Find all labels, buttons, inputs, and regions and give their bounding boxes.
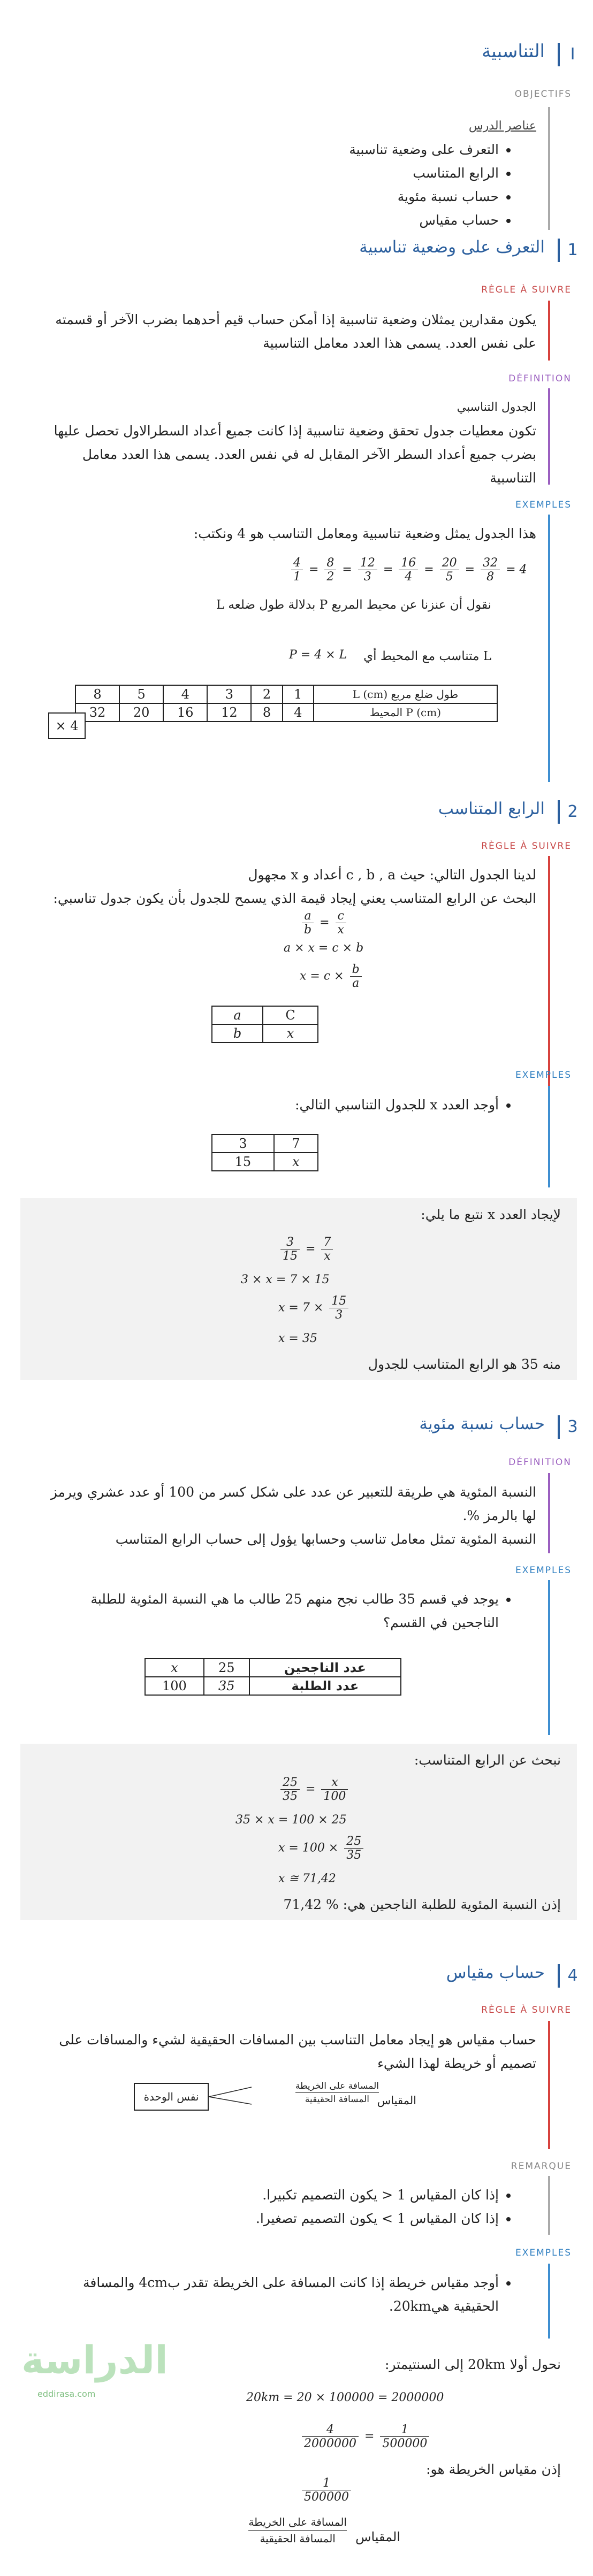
s4-scale-label: المقياس — [377, 2094, 416, 2107]
s2-eq-solve: x = c × $\frac{b}{a}$ — [300, 963, 364, 990]
s3-ex-tag: EXEMPLES — [515, 1565, 572, 1576]
s3-sol-eq1: $\frac{25}{35}$ = $\frac{x}{100}$ — [278, 1776, 350, 1803]
s4-ex-block — [36, 2264, 550, 2339]
section-2-title: الرابع المتناسب — [438, 799, 545, 818]
s4-sol1: نحول أولا 20km إلى السنتيمتر: — [384, 2357, 561, 2372]
objectives-subhead: عناصر الدرس — [468, 119, 536, 133]
objectives-list — [42, 138, 536, 232]
objective-item: • حساب نسبة مئوية — [42, 185, 499, 209]
section-3-bar — [558, 1415, 560, 1439]
s3-def-tag: DÉFINITION — [508, 1457, 572, 1468]
s2-ex-item: • أوجد العدد x للجدول التناسبي التالي: — [42, 1093, 499, 1117]
chapter-number: I — [570, 45, 575, 64]
chapter-title: التناسبية — [482, 41, 545, 62]
s3-sol-end: إذن النسبة المئوية للطلبة الناجحين هي: % 71,42 — [283, 1897, 561, 1912]
s4-rem-tag: REMARQUE — [511, 2161, 572, 2172]
s1-rule-block: يكون مقدارين يمثلان وضعية تناسبية إذا أمكن حساب قيم أحدهما بضرب الآخر أو قسمته على نفس العدد. يسمى هذا العدد معامل التناسبية — [36, 301, 550, 361]
s2-rule-tag: RÈGLE À SUIVRE — [481, 841, 572, 852]
s2-eq-cross: a × x = c × b — [284, 941, 364, 955]
s3-def-block — [36, 1473, 550, 1553]
s2-ex-tag: EXEMPLES — [515, 1070, 572, 1080]
section-3-title: حساب نسبة مئوية — [419, 1414, 545, 1433]
s1-perimeter-eq: P = 4 × L — [289, 648, 347, 662]
section-1-number: 1 — [567, 241, 578, 259]
site-watermark-url: eddirasa.com — [37, 2389, 96, 2399]
section-4-number: 4 — [567, 1966, 578, 1985]
s4-rule-tag: RÈGLE À SUIVRE — [481, 2005, 572, 2015]
s2-abstract-table: a C b x — [211, 1006, 318, 1043]
s1-def-text: تكون معطيات جدول تحقق وضعية تناسبية إذا كانت جميع أعداد السطرالاول تحصل عليها بضرب جميع أعداد السطر الآخر المقابل له في نفس العدد. يسمى هذا العدد معامل التناسبية — [54, 423, 536, 486]
s1-fraction-chain: $\frac{4}{1}$ = $\frac{8}{2}$ = $\frac{12}{3}$ = $\frac{16}{4}$ = $\frac{20}{5}$ = $\frac{32}{8}$ = 4 — [289, 556, 527, 584]
s1-def-head: الجدول التناسبي — [457, 401, 536, 414]
objectives-tag: OBJECTIFS — [514, 89, 572, 99]
s1-factor-box: × 4 — [48, 712, 86, 739]
s3-sol-eq4: x ≅ 71,42 — [278, 1872, 336, 1885]
s4-rem-item: • إذا كان المقياس 1 < يكون التصميم تكبيرا. — [42, 2183, 499, 2207]
objective-item: • الرابع المتناسب — [42, 162, 499, 185]
chapter-bar — [558, 43, 560, 66]
s3-ex-item: • يوجد في قسم 35 طالب نجح منهم 25 طالب ما هي النسبة المئوية للطلبة الناجحين في القسم؟ — [42, 1588, 499, 1635]
s2-sol-end: منه 35 هو الرابع المتناسب للجدول — [368, 1356, 561, 1372]
s4-rem-item: • إذا كان المقياس 1 > يكون التصميم تصغيرا. — [42, 2207, 499, 2230]
s1-def-tag: DÉFINITION — [508, 373, 572, 384]
s2-sol-eq1: $\frac{3}{15}$ = $\frac{7}{x}$ — [278, 1236, 335, 1263]
s2-sol-eq2: 3 × x = 7 × 15 — [241, 1273, 330, 1286]
s3-sol-eq3: x = 100 × $\frac{25}{35}$ — [278, 1835, 366, 1862]
s2-rule-block — [36, 856, 550, 1097]
s3-sol-eq2: 35 × x = 100 × 25 — [235, 1813, 347, 1827]
s4-ex-tag: EXEMPLES — [515, 2248, 572, 2258]
s3-def1: النسبة المئوية هي طريقة للتعبير عن عدد على شكل كسر من 100 أو عدد عشري ويرمز لها بالرمز %. — [50, 1484, 536, 1523]
s1-square-table: 8 5 4 3 2 1 طول ضلع مربع L (cm) 32 20 16 12 8 4 (cm) P المحيط — [75, 685, 498, 722]
s2-sol-eq3: x = 7 × $\frac{15}{3}$ — [278, 1294, 351, 1322]
s4-unit-box: نفس الوحدة — [134, 2083, 209, 2111]
section-2-bar — [558, 800, 560, 824]
objective-item: • حساب مقياس — [42, 209, 499, 232]
s4-rem-block — [36, 2176, 550, 2235]
s2-line2: البحث عن الرابع المتناسب يعني إيجاد قيمة الذي يسمح للجدول بأن يكون جدول تناسبي: — [53, 891, 536, 906]
s1-ex-line: هذا الجدول يمثل وضعية تناسبية ومعامل التناسب هو 4 ونكتب: — [193, 526, 536, 541]
section-2-number: 2 — [567, 802, 578, 821]
s2-eq-ratio: $\frac{a}{b}$ = $\frac{c}{x}$ — [300, 909, 348, 937]
section-1-bar — [558, 239, 560, 262]
section-4-title: حساب مقياس — [446, 1963, 545, 1982]
s1-ex-tag: EXEMPLES — [515, 500, 572, 510]
s4-sol2: إذن مقياس الخريطة هو: — [426, 2462, 561, 2477]
section-3-number: 3 — [567, 1417, 578, 1436]
s1-rule-tag: RÈGLE À SUIVRE — [481, 285, 572, 295]
section-1-title: التعرف على وضعية تناسبية — [359, 237, 545, 257]
s3-percent-table: عدد الناجحين 25 x عدد الطلبة 35 100 — [145, 1658, 401, 1696]
s1-def-block — [36, 388, 550, 485]
s4-final-label: المقياس — [355, 2529, 400, 2544]
objectives-block — [36, 107, 550, 230]
s4-ex-item: • أوجد مقياس خريطة إذا كانت المسافة على الخريطة تقدر ب4cm والمسافة الحقيقية هي20km. — [42, 2271, 499, 2318]
s3-ex-block — [36, 1580, 550, 1735]
site-watermark: الدراسة — [21, 2337, 168, 2382]
s1-ex-line2: نقول أن عنزنا عن محيط المربع P بدلالة طول ضلعه L — [216, 598, 491, 612]
s4-scale-fraction: المسافة على الخريطة المسافة الحقيقية — [295, 2081, 379, 2105]
objective-item: • التعرف على وضعية تناسبية — [42, 138, 499, 162]
s2-sol-head: لإيجاد العدد x نتبع ما يلي: — [421, 1207, 561, 1222]
s4-rule: حساب مقياس هو إيجاد معامل التناسب بين المسافات الحقيقية لشيء والمسافات على تصميم أو خريطة لهذا الشيء — [59, 2032, 536, 2071]
s4-sol-result: $\frac{1}{500000}$ — [300, 2477, 353, 2504]
s2-sol-eq4: x = 35 — [278, 1332, 317, 1345]
s4-unit-arrows — [209, 2081, 257, 2113]
s1-ex-line3: L متناسب مع المحيط أي — [363, 649, 491, 663]
s4-sol-eq2: $\frac{4}{2000000}$ = $\frac{1}{500000}$ — [300, 2423, 431, 2450]
s2-line1: لدينا الجدول التالي: حيث c , b , a أعداد و x مجهول — [248, 867, 536, 883]
s3-def2: النسبة المئوية تمثل معامل تناسب وحسابها يؤول إلى حساب الرابع المتناسب — [115, 1531, 536, 1547]
s2-example-table: 3 7 15 x — [211, 1134, 318, 1171]
s4-final-fraction: المسافة على الخريطة المسافة الحقيقية — [248, 2514, 347, 2547]
s3-sol-head: نبحث عن الرابع المتناسب: — [414, 1752, 561, 1768]
s4-sol-eq1: 20km = 20 × 100000 = 2000000 — [246, 2391, 444, 2404]
s4-rule-block — [36, 2021, 550, 2149]
section-4-bar — [558, 1964, 560, 1988]
